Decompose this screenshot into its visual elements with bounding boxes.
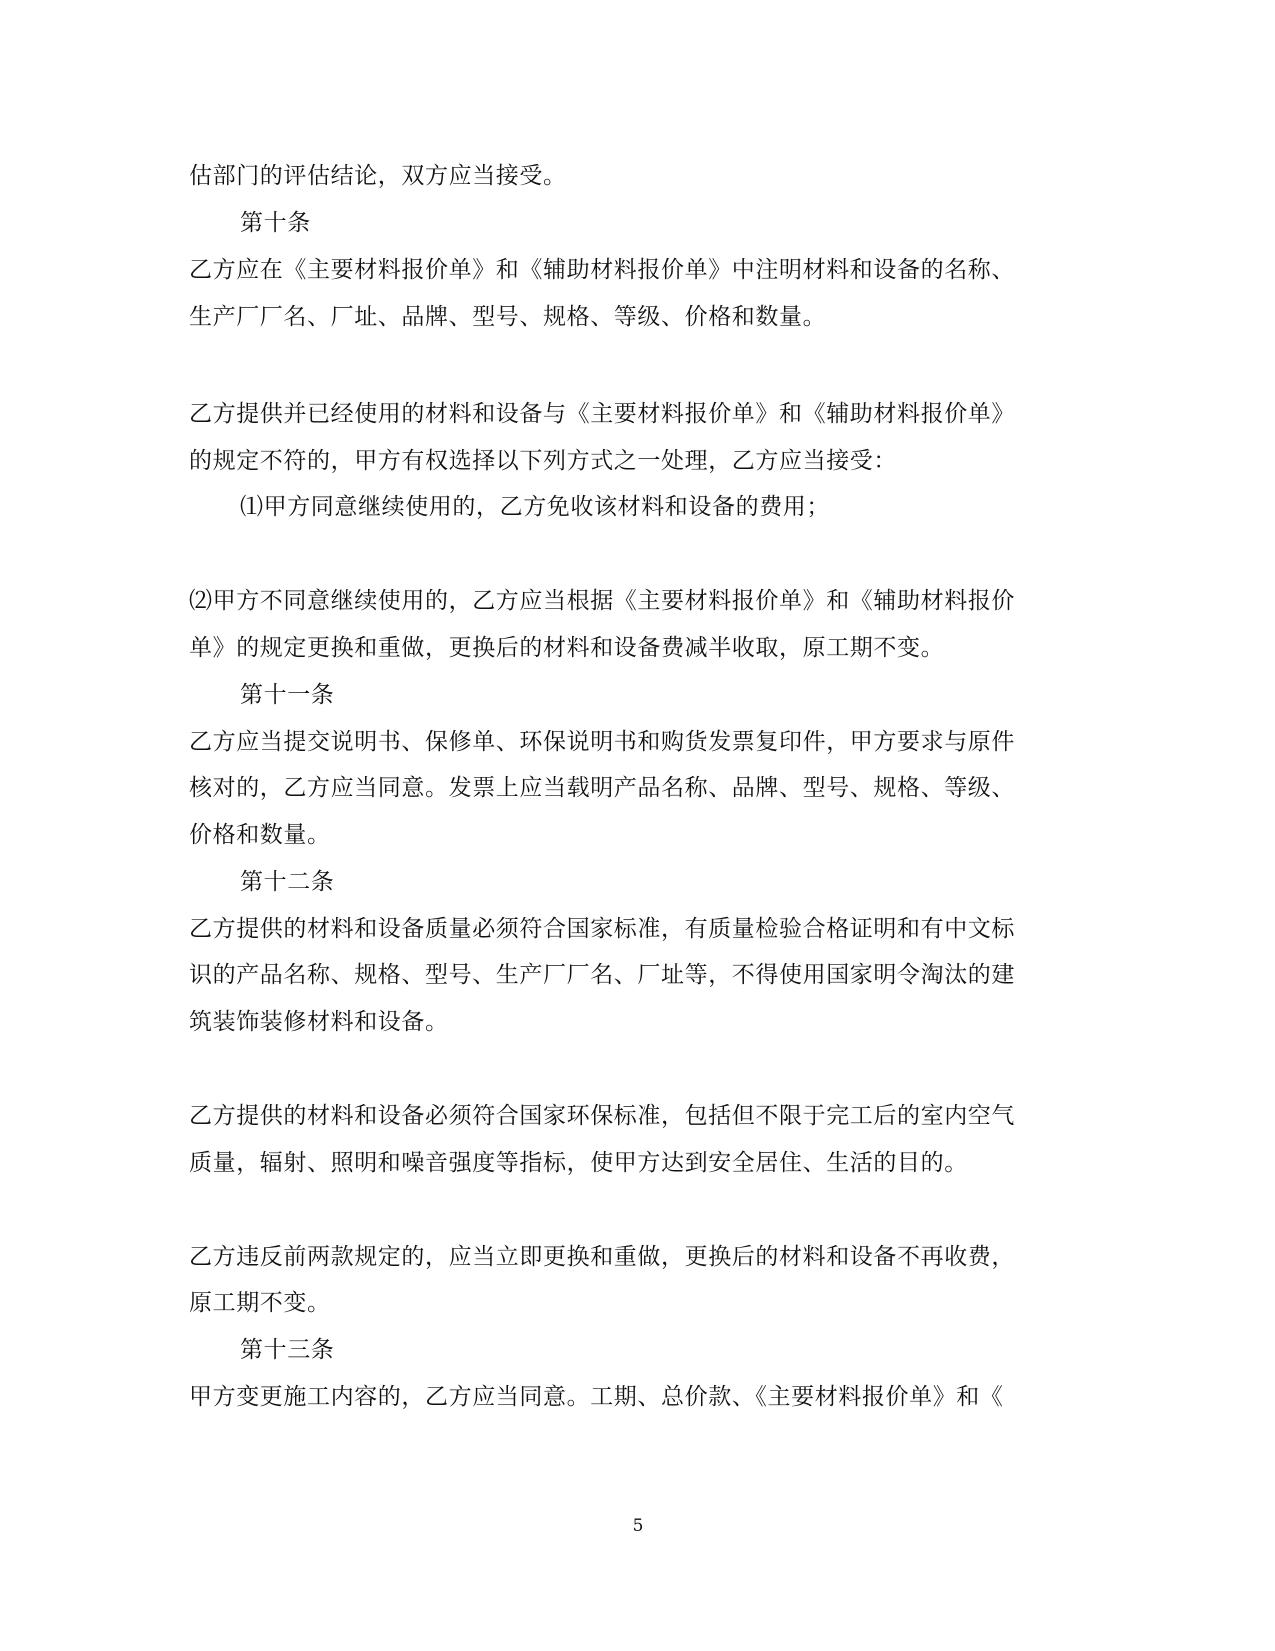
page-number: 5 bbox=[632, 1516, 644, 1536]
text-line: 质量，辐射、照明和噪音强度等指标，使甲方达到安全居住、生活的目的。 bbox=[189, 1150, 968, 1176]
text-line: 生产厂厂名、厂址、品牌、型号、规格、等级、价格和数量。 bbox=[189, 304, 827, 330]
text-line: 乙方违反前两款规定的，应当立即更换和重做，更换后的材料和设备不再收费， bbox=[189, 1244, 1015, 1270]
text-line: 识的产品名称、规格、型号、生产厂厂名、厂址等，不得使用国家明令淘汰的建 bbox=[189, 962, 1015, 988]
text-line: 的规定不符的，甲方有权选择以下列方式之一处理，乙方应当接受： bbox=[189, 448, 897, 474]
text-line: 价格和数量。 bbox=[189, 822, 331, 848]
text-line: 估部门的评估结论，双方应当接受。 bbox=[189, 163, 567, 189]
text-line: 乙方应当提交说明书、保修单、环保说明书和购货发票复印件，甲方要求与原件 bbox=[189, 729, 1015, 755]
text-line: 单》的规定更换和重做，更换后的材料和设备费减半收取，原工期不变。 bbox=[189, 635, 945, 661]
text-line: 甲方变更施工内容的，乙方应当同意。工期、总价款、《主要材料报价单》和《 bbox=[189, 1384, 1004, 1410]
list-item: ⑵甲方不同意继续使用的，乙方应当根据《主要材料报价单》和《辅助材料报价 bbox=[189, 588, 1015, 614]
list-item: ⑴甲方同意继续使用的，乙方免收该材料和设备的费用； bbox=[240, 494, 830, 520]
text-line: 乙方应在《主要材料报价单》和《辅助材料报价单》中注明材料和设备的名称、 bbox=[189, 257, 1015, 283]
article-heading: 第十三条 bbox=[240, 1337, 335, 1363]
text-line: 原工期不变。 bbox=[189, 1290, 331, 1316]
text-line: 乙方提供的材料和设备质量必须符合国家标准，有质量检验合格证明和有中文标 bbox=[189, 916, 1015, 942]
article-heading: 第十二条 bbox=[240, 869, 335, 895]
text-line: 乙方提供并已经使用的材料和设备与《主要材料报价单》和《辅助材料报价单》 bbox=[189, 401, 1015, 427]
article-heading: 第十条 bbox=[240, 210, 311, 236]
text-line: 乙方提供的材料和设备必须符合国家环保标准，包括但不限于完工后的室内空气 bbox=[189, 1103, 1015, 1129]
text-line: 核对的，乙方应当同意。发票上应当载明产品名称、品牌、型号、规格、等级、 bbox=[189, 775, 1015, 801]
text-line: 筑装饰装修材料和设备。 bbox=[189, 1009, 449, 1035]
article-heading: 第十一条 bbox=[240, 682, 335, 708]
